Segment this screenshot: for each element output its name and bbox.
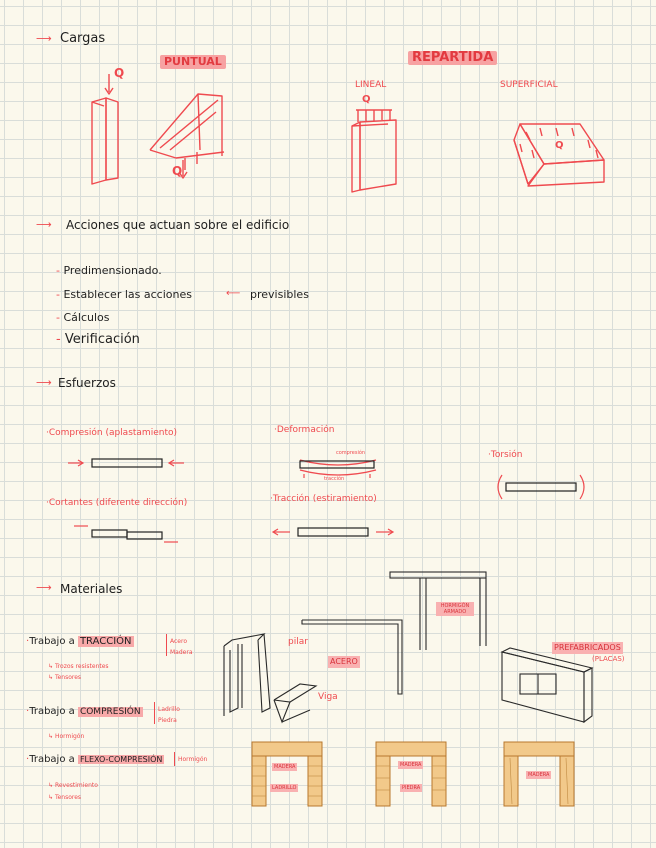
lineal-label: LINEAL (355, 80, 387, 90)
q-label-superficial: Q (555, 140, 564, 151)
traccion-keyword: TRACCIÓN (79, 636, 132, 647)
q-label-lineal: Q (362, 94, 371, 105)
pilar-label: pilar (288, 637, 308, 647)
viga-drawing (274, 684, 316, 722)
puntual-highlight: PUNTUAL (160, 55, 226, 69)
cortantes-label: ·Cortantes (diferente dirección) (46, 498, 188, 508)
compresion-sub-1: ↳ Hormigón (48, 733, 85, 740)
traccion-label: ·Tracción (estiramiento) (270, 494, 377, 504)
steel-column-drawing (224, 634, 270, 716)
acciones-item-4: - Verificación (56, 332, 140, 347)
madera-highlight-3: MADERA (528, 772, 550, 778)
cargas-heading: Cargas (60, 31, 106, 46)
bullet-arrow-icon: ⟶ (36, 32, 52, 45)
acciones-item-1: - Predimensionado. (56, 264, 162, 277)
prefabricados-highlight: PREFABRICADOS (554, 643, 621, 652)
flexo-note-1: Hormigón (178, 756, 208, 763)
madera-highlight-2: MADERA (400, 762, 422, 768)
torsion-label: ·Torsión (488, 450, 523, 460)
arrow-icon: ⟵ (226, 288, 241, 299)
traccion-sub-1: ↳ Trozos resistentes (48, 663, 109, 670)
traccion-sub-2: ↳ Tensores (48, 674, 82, 681)
traccion-note-1: Acero (170, 638, 187, 645)
placas-label: (PLACAS) (592, 655, 625, 663)
deformacion-label: ·Deformación (274, 425, 335, 435)
bullet-arrow-icon: ⟶ (36, 376, 52, 389)
q-label-pillar: Q (114, 66, 125, 80)
bullet-arrow-icon: ⟶ (36, 218, 52, 231)
traccion-note-2: Madera (170, 649, 193, 656)
acero-highlight: ACERO (330, 657, 358, 666)
compresion-label: ·Compresión (aplastamiento) (46, 428, 177, 438)
compresion-note-2: Piedra (158, 717, 177, 724)
flexo-keyword: FLEXO-COMPRESIÓN (79, 755, 163, 764)
previsibles-label: previsibles (250, 288, 309, 301)
deform-top-label: compresión (336, 450, 366, 456)
acciones-item-2: - Establecer las acciones (56, 288, 192, 301)
superficial-label: SUPERFICIAL (500, 80, 558, 90)
bullet-arrow-icon: ⟶ (36, 581, 52, 594)
madera-piedra-frame (376, 742, 446, 806)
acciones-item-3: - Cálculos (56, 311, 110, 324)
trabajo-flexo: ·Trabajo a FLEXO-COMPRESIÓN (26, 754, 163, 765)
prefab-panel-drawing (502, 648, 592, 722)
esfuerzos-heading: Esfuerzos (58, 376, 116, 390)
ladrillo-highlight: LADRILLO (272, 785, 297, 791)
trabajo-compresion: ·Trabajo a COMPRESIÓN (26, 706, 141, 717)
hormigon-armado-highlight: HORMIGÓN ARMADO (436, 602, 474, 616)
madera-ladrillo-frame (252, 742, 322, 806)
concrete-frame-drawing (390, 572, 486, 650)
materiales-heading: Materiales (60, 582, 123, 596)
deform-bottom-label: tracción (324, 476, 345, 482)
repartida-highlight: REPARTIDA (408, 51, 497, 65)
trabajo-traccion: ·Trabajo a TRACCIÓN (26, 636, 132, 647)
compresion-keyword: COMPRESIÓN (79, 707, 141, 717)
pilar-frame-drawing (302, 620, 402, 694)
flexo-sub-2: ↳ Tensores (48, 794, 82, 801)
piedra-highlight: PIEDRA (402, 785, 421, 791)
flexo-sub-1: ↳ Revestimiento (48, 782, 98, 789)
acciones-heading: Acciones que actuan sobre el edificio (66, 218, 290, 232)
compresion-note-1: Ladrillo (158, 706, 180, 713)
madera-highlight-1: MADERA (274, 764, 296, 770)
viga-label: Viga (318, 692, 338, 702)
q-label-frame: Q (172, 164, 183, 178)
